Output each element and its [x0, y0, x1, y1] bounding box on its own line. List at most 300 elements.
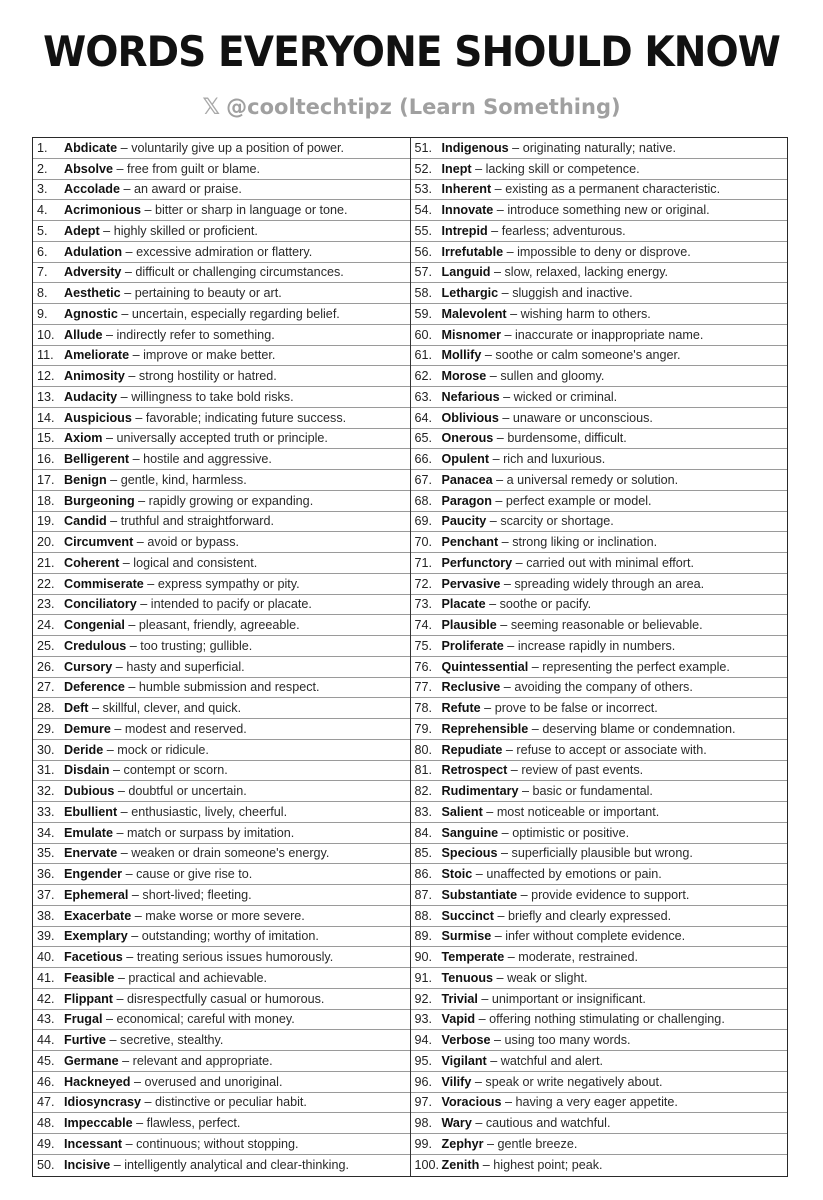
word-number: 40. [37, 950, 55, 965]
word-number: 88. [414, 908, 433, 923]
word-separator: – [506, 306, 521, 321]
word-separator: – [117, 140, 132, 155]
word-row [33, 698, 410, 719]
word-separator: – [106, 514, 121, 529]
word-term: Accolade [64, 182, 120, 197]
word-separator: – [500, 576, 515, 591]
word-row [411, 242, 788, 263]
word-row [411, 1051, 788, 1072]
word-number: 21. [37, 555, 55, 570]
word-definition: rich and luxurious. [503, 452, 606, 467]
word-number: 53. [414, 182, 433, 197]
word-separator: – [106, 472, 121, 487]
word-row [33, 387, 410, 408]
word-row [33, 864, 410, 885]
word-row [33, 615, 410, 636]
word-definition: pleasant, friendly, agreeable. [138, 618, 300, 633]
word-definition: economical; careful with money. [116, 1012, 295, 1027]
word-separator: – [486, 1053, 501, 1068]
word-term: Pervasive [441, 576, 501, 591]
word-term: Repudiate [441, 742, 503, 757]
word-separator: – [471, 1116, 486, 1131]
word-row [33, 844, 410, 865]
word-row [411, 532, 788, 553]
word-term: Misnomer [441, 327, 501, 342]
word-number: 37. [37, 887, 55, 902]
word-definition: bitter or sharp in language or tone. [155, 203, 348, 218]
word-number: 72. [414, 576, 433, 591]
word-definition: soothe or calm someone's anger. [495, 348, 681, 363]
word-row [411, 761, 788, 782]
word-number: 33. [37, 804, 55, 819]
word-separator: – [143, 576, 158, 591]
word-definition: express sympathy or pity. [157, 576, 300, 591]
word-separator: – [497, 846, 512, 861]
word-number: 97. [414, 1095, 433, 1110]
word-row [411, 304, 788, 325]
word-definition: uncertain, especially regarding belief. [131, 306, 340, 321]
word-number: 62. [414, 369, 433, 384]
word-term: Vapid [441, 1012, 476, 1027]
word-row [33, 325, 410, 346]
word-number: 64. [414, 410, 433, 425]
word-separator: – [498, 535, 513, 550]
word-term: Engender [64, 867, 123, 882]
word-row [411, 947, 788, 968]
word-number: 2. [37, 161, 48, 176]
word-definition: continuous; without stopping. [136, 1136, 299, 1151]
word-number: 44. [37, 1033, 55, 1048]
word-number: 18. [37, 493, 55, 508]
word-row [411, 989, 788, 1010]
word-table [32, 137, 788, 1177]
word-term: Allude [64, 327, 103, 342]
word-number: 77. [414, 680, 433, 695]
word-row [411, 1030, 788, 1051]
word-term: Cursory [64, 659, 113, 674]
word-row [33, 761, 410, 782]
word-separator: – [508, 140, 523, 155]
word-definition: intelligently analytical and clear-thinking. [124, 1158, 349, 1173]
word-term: Acrimonious [64, 203, 141, 218]
word-definition: gentle, kind, harmless. [120, 472, 247, 487]
word-term: Flippant [64, 991, 113, 1006]
word-term: Inherent [441, 182, 492, 197]
word-definition: carried out with minimal effort. [526, 555, 694, 570]
word-definition: short-lived; fleeting. [142, 887, 252, 902]
word-row [33, 1155, 410, 1176]
word-number: 39. [37, 929, 55, 944]
word-term: Substantiate [441, 887, 518, 902]
word-separator: – [130, 1074, 145, 1089]
word-row [411, 221, 788, 242]
word-separator: – [490, 1033, 505, 1048]
word-number: 56. [414, 244, 433, 259]
word-separator: – [496, 618, 511, 633]
word-separator: – [528, 659, 543, 674]
word-number: 12. [37, 369, 55, 384]
word-definition: gentle breeze. [497, 1136, 578, 1151]
word-definition: rapidly growing or expanding. [148, 493, 314, 508]
word-definition: spreading widely through an area. [514, 576, 705, 591]
word-definition: unaware or unconscious. [512, 410, 653, 425]
word-definition: contempt or scorn. [123, 763, 228, 778]
word-row [33, 885, 410, 906]
word-row [411, 346, 788, 367]
word-row [33, 283, 410, 304]
word-number: 66. [414, 452, 433, 467]
word-number: 20. [37, 535, 55, 550]
word-term: Candid [64, 514, 107, 529]
word-separator: – [124, 369, 139, 384]
word-definition: moderate, restrained. [518, 950, 638, 965]
word-separator: – [483, 1136, 498, 1151]
word-definition: pertaining to beauty or art. [134, 286, 282, 301]
word-term: Ephemeral [64, 887, 129, 902]
word-term: Deride [64, 742, 104, 757]
word-row [33, 678, 410, 699]
word-number: 71. [414, 555, 433, 570]
word-number: 51. [414, 140, 433, 155]
word-definition: wishing harm to others. [520, 306, 651, 321]
word-term: Commiserate [64, 576, 144, 591]
word-definition: avoid or bypass. [147, 535, 240, 550]
word-term: Adept [64, 223, 100, 238]
word-separator: – [134, 493, 149, 508]
word-definition: a universal remedy or solution. [506, 472, 679, 487]
word-number: 3. [37, 182, 48, 197]
word-definition: relevant and appropriate. [132, 1053, 273, 1068]
word-row [33, 429, 410, 450]
word-number: 55. [414, 223, 433, 238]
word-definition: universally accepted truth or principle. [116, 431, 328, 446]
word-definition: originating naturally; native. [522, 140, 677, 155]
word-definition: sluggish and inactive. [512, 286, 633, 301]
word-definition: review of past events. [521, 763, 644, 778]
word-number: 69. [414, 514, 433, 529]
word-term: Plausible [441, 618, 497, 633]
word-term: Incisive [64, 1158, 111, 1173]
word-separator: – [128, 887, 143, 902]
word-definition: perfect example or model. [505, 493, 652, 508]
word-term: Inept [441, 161, 472, 176]
word-number: 23. [37, 597, 55, 612]
word-term: Circumvent [64, 535, 134, 550]
word-definition: slow, relaxed, lacking energy. [504, 265, 669, 280]
word-row [411, 366, 788, 387]
word-separator: – [118, 1053, 133, 1068]
word-separator: – [501, 1095, 516, 1110]
word-term: Opulent [441, 452, 490, 467]
word-term: Verbose [441, 1033, 491, 1048]
word-definition: having a very eager appetite. [515, 1095, 678, 1110]
word-row [33, 491, 410, 512]
word-number: 86. [414, 867, 433, 882]
word-number: 75. [414, 638, 433, 653]
x-logo-icon: 𝕏 [202, 94, 221, 120]
word-separator: – [498, 286, 513, 301]
word-term: Trivial [441, 991, 478, 1006]
word-row [411, 657, 788, 678]
credit-line [0, 92, 823, 122]
word-row [411, 636, 788, 657]
word-separator: – [122, 1136, 137, 1151]
word-separator: – [493, 431, 508, 446]
word-separator: – [117, 306, 132, 321]
word-number: 91. [414, 970, 433, 985]
word-separator: – [499, 389, 514, 404]
word-separator: – [133, 535, 148, 550]
word-separator: – [106, 1033, 121, 1048]
word-number: 19. [37, 514, 55, 529]
word-term: Germane [64, 1053, 119, 1068]
word-term: Mollify [441, 348, 482, 363]
word-definition: deserving blame or condemnation. [542, 721, 736, 736]
word-row [411, 180, 788, 201]
word-definition: soothe or pacify. [499, 597, 592, 612]
word-number: 93. [414, 1012, 433, 1027]
word-separator: – [487, 223, 502, 238]
word-row [411, 864, 788, 885]
word-separator: – [493, 203, 508, 218]
word-number: 96. [414, 1074, 433, 1089]
word-definition: strong liking or inclination. [512, 535, 658, 550]
word-row [33, 366, 410, 387]
word-definition: weak or slight. [507, 970, 588, 985]
word-number: 6. [37, 244, 48, 259]
word-term: Innovate [441, 203, 494, 218]
word-row [33, 1113, 410, 1134]
word-definition: provide evidence to support. [531, 887, 690, 902]
word-number: 32. [37, 784, 55, 799]
word-separator: – [518, 784, 533, 799]
word-term: Retrospect [441, 763, 508, 778]
word-separator: – [117, 804, 132, 819]
word-definition: weaken or drain someone's energy. [131, 846, 330, 861]
word-row [33, 989, 410, 1010]
word-row [411, 574, 788, 595]
word-number: 54. [414, 203, 433, 218]
word-definition: scarcity or shortage. [500, 514, 614, 529]
word-row [33, 781, 410, 802]
word-row [33, 595, 410, 616]
word-row [33, 740, 410, 761]
word-separator: – [491, 182, 506, 197]
word-term: Languid [441, 265, 491, 280]
word-term: Rudimentary [441, 784, 519, 799]
word-term: Exemplary [64, 929, 128, 944]
word-number: 16. [37, 452, 55, 467]
word-row [33, 1072, 410, 1093]
credit-handle: @cooltechtipz (Learn Something) [226, 95, 621, 119]
word-number: 4. [37, 203, 48, 218]
word-separator: – [88, 701, 103, 716]
word-separator: – [503, 244, 518, 259]
word-number: 28. [37, 701, 55, 716]
word-separator: – [491, 929, 506, 944]
word-definition: unimportant or insignificant. [491, 991, 646, 1006]
word-separator: – [471, 1074, 486, 1089]
word-row [411, 698, 788, 719]
word-number: 80. [414, 742, 433, 757]
word-row [411, 470, 788, 491]
word-definition: overused and unoriginal. [144, 1074, 283, 1089]
word-row [33, 1134, 410, 1155]
word-separator: – [117, 846, 132, 861]
word-definition: sullen and gloomy. [500, 369, 605, 384]
word-row [411, 615, 788, 636]
word-row [33, 408, 410, 429]
word-row [33, 304, 410, 325]
word-term: Incessant [64, 1136, 123, 1151]
word-row [33, 823, 410, 844]
word-definition: lacking skill or competence. [485, 161, 640, 176]
word-row [411, 906, 788, 927]
word-number: 65. [414, 431, 433, 446]
word-separator: – [126, 638, 141, 653]
word-definition: increase rapidly in numbers. [517, 638, 676, 653]
word-separator: – [114, 970, 129, 985]
word-separator: – [110, 1158, 125, 1173]
word-number: 59. [414, 306, 433, 321]
word-number: 41. [37, 970, 55, 985]
word-number: 35. [37, 846, 55, 861]
word-number: 25. [37, 638, 55, 653]
word-separator: – [127, 929, 142, 944]
word-definition: an award or praise. [134, 182, 242, 197]
word-separator: – [141, 1095, 156, 1110]
word-separator: – [500, 680, 515, 695]
word-number: 67. [414, 472, 433, 487]
word-term: Ameliorate [64, 348, 130, 363]
word-term: Ebullient [64, 804, 118, 819]
word-row [411, 595, 788, 616]
word-definition: representing the perfect example. [542, 659, 730, 674]
word-definition: indirectly refer to something. [116, 327, 275, 342]
word-term: Temperate [441, 950, 505, 965]
word-term: Credulous [64, 638, 127, 653]
word-number: 73. [414, 597, 433, 612]
word-number: 9. [37, 306, 48, 321]
word-number: 8. [37, 286, 48, 301]
word-number: 47. [37, 1095, 55, 1110]
word-number: 84. [414, 825, 433, 840]
word-row [33, 221, 410, 242]
word-separator: – [507, 763, 522, 778]
word-separator: – [122, 244, 137, 259]
word-term: Dubious [64, 784, 115, 799]
word-number: 11. [37, 348, 54, 363]
word-term: Vilify [441, 1074, 472, 1089]
word-definition: burdensome, difficult. [507, 431, 627, 446]
word-separator: – [491, 493, 506, 508]
word-number: 31. [37, 763, 55, 778]
word-term: Auspicious [64, 410, 132, 425]
word-definition: flawless, perfect. [146, 1116, 241, 1131]
word-term: Stoic [441, 867, 473, 882]
word-term: Abdicate [64, 140, 118, 155]
word-term: Emulate [64, 825, 113, 840]
word-term: Tenuous [441, 970, 494, 985]
word-definition: basic or fundamental. [532, 784, 653, 799]
word-term: Adversity [64, 265, 122, 280]
word-number: 81. [414, 763, 433, 778]
word-separator: – [136, 597, 151, 612]
word-term: Refute [441, 701, 481, 716]
word-separator: – [122, 867, 137, 882]
word-row [33, 242, 410, 263]
word-separator: – [122, 950, 137, 965]
word-row [411, 1093, 788, 1114]
word-term: Onerous [441, 431, 494, 446]
word-number: 87. [414, 887, 433, 902]
word-row [411, 823, 788, 844]
word-definition: hostile and aggressive. [143, 452, 272, 467]
word-number: 42. [37, 991, 55, 1006]
word-separator: – [502, 742, 517, 757]
word-number: 60. [414, 327, 433, 342]
word-separator: – [103, 742, 118, 757]
word-number: 1. [37, 140, 48, 155]
word-definition: favorable; indicating future success. [145, 410, 347, 425]
word-row [411, 408, 788, 429]
word-number: 43. [37, 1012, 55, 1027]
word-separator: – [475, 1012, 490, 1027]
word-definition: most noticeable or important. [496, 804, 660, 819]
word-definition: excessive admiration or flattery. [136, 244, 313, 259]
word-definition: wicked or criminal. [513, 389, 618, 404]
word-separator: – [131, 410, 146, 425]
word-definition: unaffected by emotions or pain. [486, 867, 662, 882]
word-definition: cautious and watchful. [485, 1116, 611, 1131]
word-number: 100. [414, 1158, 440, 1173]
word-row [33, 159, 410, 180]
word-definition: modest and reserved. [124, 721, 247, 736]
word-number: 48. [37, 1116, 55, 1131]
word-separator: – [110, 721, 125, 736]
word-term: Vigilant [441, 1053, 487, 1068]
word-row [411, 678, 788, 699]
word-term: Sanguine [441, 825, 499, 840]
word-number: 27. [37, 680, 55, 695]
word-row [411, 283, 788, 304]
word-term: Quintessential [441, 659, 529, 674]
word-number: 63. [414, 389, 433, 404]
word-separator: – [129, 348, 144, 363]
word-separator: – [481, 348, 496, 363]
word-row [33, 927, 410, 948]
word-term: Penchant [441, 535, 499, 550]
word-number: 83. [414, 804, 433, 819]
word-separator: – [490, 265, 505, 280]
word-term: Voracious [441, 1095, 502, 1110]
word-term: Absolve [64, 161, 113, 176]
word-term: Frugal [64, 1012, 103, 1027]
word-separator: – [113, 825, 128, 840]
word-row [411, 1113, 788, 1134]
word-number: 61. [414, 348, 433, 363]
word-definition: skillful, clever, and quick. [102, 701, 242, 716]
word-definition: voluntarily give up a position of power. [131, 140, 345, 155]
word-separator: – [480, 701, 495, 716]
word-row [411, 1010, 788, 1031]
word-separator: – [472, 867, 487, 882]
word-separator: – [498, 410, 513, 425]
word-term: Malevolent [441, 306, 507, 321]
word-separator: – [119, 555, 134, 570]
word-row [411, 553, 788, 574]
word-separator: – [504, 950, 519, 965]
